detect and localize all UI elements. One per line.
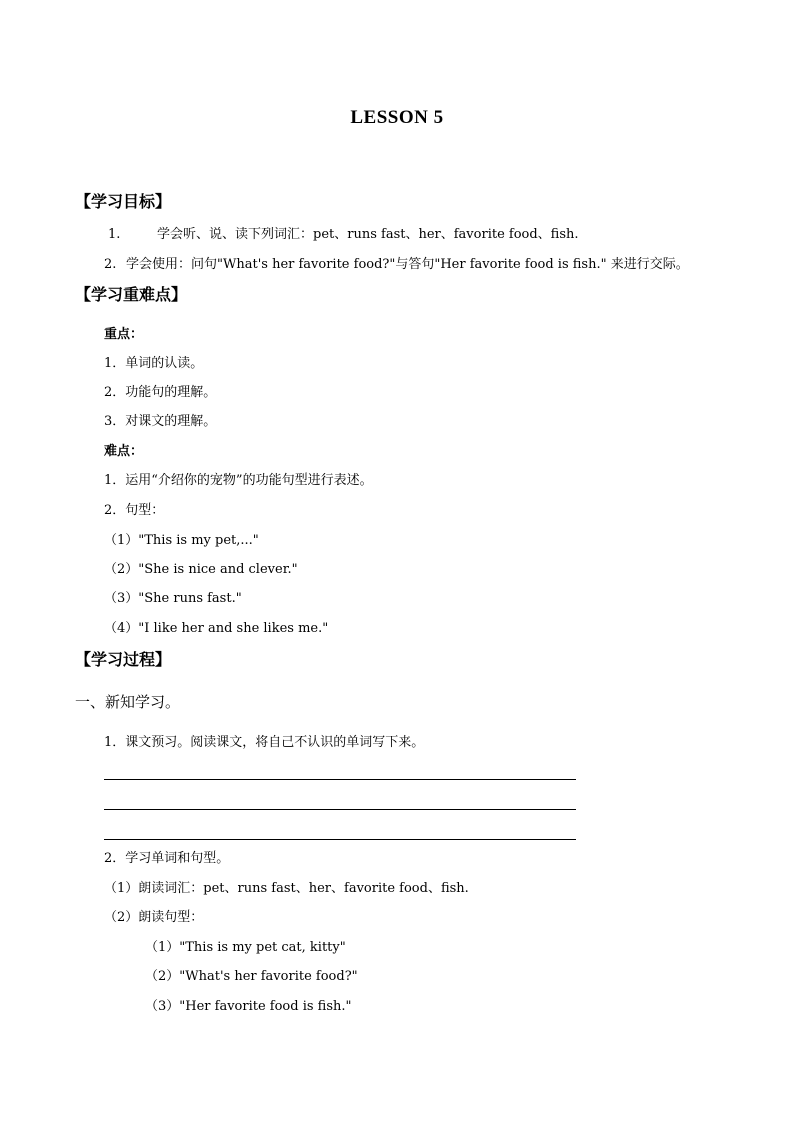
objective-text: 学会使用：问句"What's her favorite food?"与答句"Her favorite food is fish." 来进行交际。 [126, 257, 689, 272]
lesson-title: LESSON 5 [350, 107, 444, 128]
difficult-item: 1．运用“介绍你的宠物”的功能句型进行表述。 [104, 473, 373, 488]
pattern-sentence: （1）"This is my pet,..." [104, 533, 259, 548]
practice-sentence: （3）"Her favorite food is fish." [145, 999, 352, 1014]
difficult-label: 难点： [104, 444, 144, 459]
key-label: 重点： [104, 327, 144, 342]
key-item: 2．功能句的理解。 [104, 385, 217, 400]
objective-text: 学会听、说、读下列词汇：pet、runs fast、her、favorite food、fish. [157, 227, 579, 242]
difficult-item: 2．句型： [104, 503, 165, 518]
key-item: 3．对课文的理解。 [104, 414, 217, 429]
section-new-knowledge: 一、新知学习。 [75, 693, 181, 711]
step-learn: 2．学习单词和句型。 [104, 851, 230, 866]
answer-line [104, 809, 576, 810]
objective-number: 2. [104, 257, 117, 272]
pattern-sentence: （2）"She is nice and clever." [104, 562, 298, 577]
answer-line [104, 779, 576, 780]
key-item: 1．单词的认读。 [104, 356, 204, 371]
process-heading: 【学习过程】 [75, 650, 172, 669]
read-words: （1）朗读词汇：pet、runs fast、her、favorite food、fish. [104, 881, 469, 896]
key-points-heading: 【学习重难点】 [75, 285, 188, 304]
pattern-sentence: （4）"I like her and she likes me." [104, 621, 329, 636]
practice-sentence: （1）"This is my pet cat, kitty" [145, 940, 346, 955]
pattern-sentence: （3）"She runs fast." [104, 591, 242, 606]
step-preview: 1．课文预习。阅读课文，将自己不认识的单词写下来。 [104, 735, 425, 750]
practice-sentence: （2）"What's her favorite food?" [145, 969, 358, 984]
answer-line [104, 839, 576, 840]
read-patterns: （2）朗读句型： [104, 910, 204, 925]
objectives-heading: 【学习目标】 [75, 192, 172, 211]
objective-number: 1. [108, 227, 121, 242]
